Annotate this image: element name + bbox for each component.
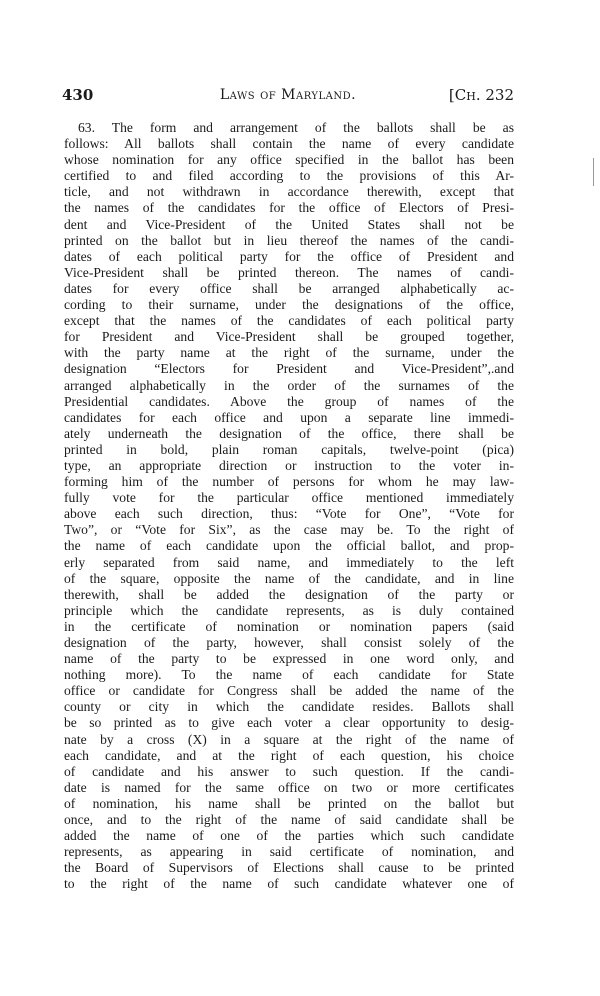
text-line: in the certificate of nomination or nomination papers (said (64, 618, 514, 634)
text-line: the name of each candidate upon the official ballot, and prop- (64, 538, 514, 554)
text-line: nothing more). To the name of each candidate for State (64, 667, 514, 683)
text-line: type, an appropriate direction or instruction to the voter in- (64, 457, 514, 473)
section-text (64, 120, 514, 893)
text-line: printed on the ballot but in lieu thereof the names of the candi- (64, 232, 514, 248)
text-line: to the right of the name of such candidate whatever one of (64, 876, 514, 892)
text-line: Two”, or “Vote for Six”, as the case may be. To the right of (64, 522, 514, 538)
page-header (62, 86, 514, 106)
text-line: nate by a cross (X) in a square at the right of the name of (64, 731, 514, 747)
text-line: Vice-President shall be printed thereon. The names of candi- (64, 264, 514, 280)
scan-artifact (593, 158, 594, 186)
text-line: ticle, and not withdrawn in accordance therewith, except that (64, 184, 514, 200)
text-line: with the party name at the right of the surname, under the (64, 345, 514, 361)
text-line: represents, as appearing in said certificate of nomination, and (64, 844, 514, 860)
text-line: county or city in which the candidate resides. Ballots shall (64, 699, 514, 715)
text-line: arranged alphabetically in the order of the surnames of the (64, 377, 514, 393)
text-line: be so printed as to give each voter a clear opportunity to desig- (64, 715, 514, 731)
text-line: Presidential candidates. Above the group of names of the (64, 393, 514, 409)
text-line: of nomination, his name shall be printed on the ballot but (64, 795, 514, 811)
text-line: follows: All ballots shall contain the name of every candidate (64, 136, 514, 152)
text-line: designation of the party, however, shall consist solely of the (64, 635, 514, 650)
text-line: name of the party to be expressed in one word only, and (64, 651, 514, 667)
text-line: erly separated from said name, and immediately to the left (64, 554, 514, 570)
page-number: 430 (62, 86, 94, 104)
text-line: candidates for each office and upon a separate line immedi- (64, 409, 514, 425)
text-line: forming him of the number of persons for whom he may law- (64, 474, 514, 490)
text-line: the Board of Supervisors of Elections shall cause to be printed (64, 860, 514, 876)
text-line: dent and Vice-President of the United States shall not be (64, 216, 514, 232)
text-line: printed in bold, plain roman capitals, twelve-point (pica) (64, 441, 514, 457)
text-line: ately underneath the designation of the office, there shall be (64, 425, 514, 441)
text-line: office or candidate for Congress shall be added the name of the (64, 683, 514, 699)
text-line: whose nomination for any office specified in the ballot has been (64, 152, 514, 168)
chapter-label: [Ch. 232 (448, 86, 514, 104)
text-line: cording to their surname, under the designations of the office, (64, 297, 514, 313)
text-line: fully vote for the particular office mentioned immediately (64, 490, 514, 506)
text-line: dates for every office shall be arranged alphabetically ac- (64, 280, 514, 296)
text-line: certified to and filed according to the provisions of this Ar- (64, 168, 514, 184)
text-line: except that the names of the candidates of each political party (64, 313, 514, 329)
text-line: principle which the candidate represents, as is duly contained (64, 602, 514, 618)
text-line: each candidate, and at the right of each question, his choice (64, 747, 514, 763)
text-line: therewith, shall be added the designation of the party or (64, 586, 514, 602)
text-line: added the name of one of the parties which such candidate (64, 828, 514, 844)
text-line: 63. The form and arrangement of the ballots shall be as (78, 120, 514, 135)
text-line: dates of each political party for the office of President and (64, 248, 514, 264)
text-line: designation “Electors for President and Vice-President”,.and (64, 361, 514, 377)
text-line: of the square, opposite the name of the candidate, and in line (64, 570, 514, 586)
text-line: once, and to the right of the name of said candidate shall be (64, 812, 514, 828)
text-line: the names of the candidates for the office of Electors of Presi- (64, 200, 514, 216)
running-title: Laws of Maryland. (219, 87, 357, 103)
text-line: above each such direction, thus: “Vote for One”, “Vote for (64, 506, 514, 522)
text-line: for President and Vice-President shall be grouped together, (64, 329, 514, 345)
text-line: of candidate and his answer to such question. If the candi- (64, 763, 514, 779)
text-line: date is named for the same office on two or more certificates (64, 779, 514, 795)
